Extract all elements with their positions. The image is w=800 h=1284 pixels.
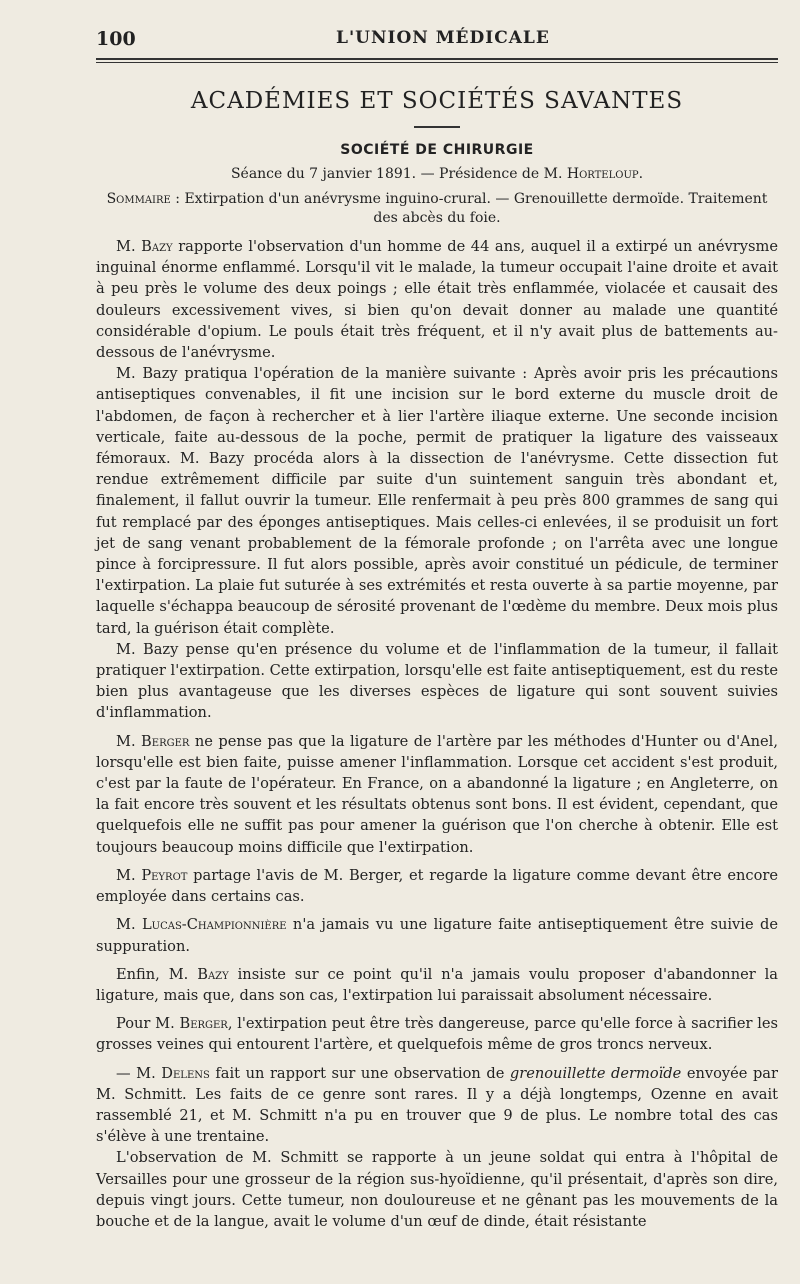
session-prefix: Séance du 7 janvier 1891. — Présidence de M. (230, 166, 567, 182)
paragraph-prefix: M. (116, 916, 142, 934)
summary-label: Sommaire (106, 191, 171, 207)
session-suffix: . (638, 166, 644, 182)
paragraph (96, 731, 778, 858)
paragraph (96, 363, 778, 639)
article-body (96, 236, 778, 1232)
paragraph-text: ne pense pas que la ligature de l'artère par les méthodes d'Hunter ou d'Anel, lorsqu'elle est bien faite, puisse amener l'inflammation. Lorsque cet accident s'est produit, c'est par la faute de l'opérateur. En France, on a abandonné la ligature ; en Angleterre, on la fait encore très souvent et les résultats obtenus sont bons. Il est évident, cependant, que quelquefois elle ne suffit pas pour amener la guérison que l'on cherche à obtenir. Elle est toujours beaucoup moins difficile que l'extirpation. (96, 732, 778, 856)
paragraph-prefix: — M. (116, 1064, 162, 1082)
paragraph-text: partage l'avis de M. Berger, et regarde la ligature comme devant être encore employée dans certains cas. (96, 866, 778, 906)
session-line (96, 164, 778, 184)
speaker-name: Delens (161, 1064, 210, 1082)
title-divider (414, 126, 460, 128)
running-title: L'UNION MÉDICALE (336, 28, 550, 48)
speaker-name: Berger (141, 732, 190, 750)
speaker-name: Lucas-Championnière (141, 916, 287, 934)
header-rule (96, 58, 778, 63)
paragraph-text: , l'extirpation peut être très dangereuse, parce qu'elle force à sacrifier les grosses veines qui entourent l'artère, et quelquefois même de gros troncs nerveux. (96, 1015, 779, 1054)
society-title: SOCIÉTÉ DE CHIRURGIE (340, 142, 534, 158)
page-number: 100 (96, 28, 136, 50)
speaker-name: Bazy (141, 238, 173, 255)
paragraph-text: insiste sur ce point qu'il n'a jamais voulu proposer d'abandonner la ligature, mais que, dans son cas, l'extirpation lui paraissait absolument nécessaire. (96, 965, 778, 1004)
summary (100, 190, 774, 228)
section-title: ACADÉMIES ET SOCIÉTÉS SAVANTES (190, 88, 684, 114)
paragraph (96, 236, 778, 363)
speaker-name: Peyrot (141, 866, 188, 884)
paragraph-text: M. Bazy pratiqua l'opération de la manière suivante : Après avoir pris les précautions antiseptiques convenables, il fit une incision sur le bord externe du muscle droit de l'abdomen, de façon à rechercher et à lier l'artère iliaque externe. Une seconde incision verticale, faite au-dessous de la poche, permit de pratiquer la ligature des vaisseaux fémoraux. M. Bazy procéda alors à la dissection de l'anévrysme. Cette dissection fut rendue extrêmement difficile par suite d'un suintement sanguin très abondant et, finalement, il fallut ouvrir la tumeur. Elle renfermait à peu près 800 grammes de sang qui fut remplacé par des éponges antiseptiques. Mais celles-ci enlevées, il se produisit un fort jet de sang venant probablement de la fémorale profonde ; on l'arrêta avec une longue pince à forcipressure. Il fut alors possible, après avoir constitué un pédicule, de terminer l'extirpation. La plaie fut suturée à ses extrémités et resta ouverte à sa partie moyenne, par laquelle s'échappa beaucoup de sérosité provenant de l'œdème du membre. Deux mois plus tard, la guérison était complète. (96, 365, 778, 637)
paragraph-text: envoyée par M. Schmitt. Les faits de ce genre sont rares. Il y a déjà longtemps, Ozenne en avait rassemblé 21, et M. Schmitt n'a pu en trouver que 9 de plus. Le nombre total des cas s'élève à une trentaine. (96, 1064, 778, 1146)
paragraph-text: L'observation de M. Schmitt se rapporte à un jeune soldat qui entra à l'hôpital de Versailles pour une grosseur de la région sus-hyoïdienne, qu'il présentait, d'après son dire, depuis vingt jours. Cette tumeur, non douloureuse et ne gênant pas les mouvements de la bouche et de la langue, avait le volume d'un œuf de dinde, était résistante (96, 1149, 778, 1230)
paragraph (96, 639, 778, 724)
paragraph (96, 865, 778, 907)
summary-text: : Extirpation d'un anévrysme inguino-crural. — Grenouillette dermoïde. Traitement des abcès du foie. (170, 191, 768, 226)
paragraph (96, 964, 778, 1006)
paragraph-text: n'a jamais vu une ligature faite antiseptiquement être suivie de suppuration. (96, 916, 778, 955)
page-header (96, 0, 778, 60)
paragraph-prefix: M. (116, 732, 142, 750)
paragraph-prefix: Enfin, M. (116, 965, 198, 983)
paragraph-text: rapporte l'observation d'un homme de 44 ans, auquel il a extirpé un anévrysme inguinal énorme enflammé. Lorsqu'il vit le malade, la tumeur occupait l'aine droite et avait à peu près le volume des deux poings ; elle était très enflammée, violacée et causait des douleurs excessivement vives, si bien qu'on devait donner au malade une quantité considérable d'opium. Le pouls était très fréquent, et il n'y avait plus de battements au-dessous de l'anévrysme. (96, 238, 778, 362)
paragraph-prefix: M. (116, 238, 142, 255)
president-name: Horteloup (566, 166, 639, 182)
italic-term: grenouillette dermoïde (509, 1064, 682, 1082)
paragraph (96, 1013, 778, 1055)
speaker-name: Berger (179, 1015, 228, 1033)
paragraph-text: M. Bazy pense qu'en présence du volume et de l'inflammation de la tumeur, il fallait pratiquer l'extirpation. Cette extirpation, lorsqu'elle est faite antiseptiquement, est du reste bien plus avantageuse que les diverses espèces de ligature qui sont souvent suivies d'inflammation. (96, 640, 778, 722)
paragraph-prefix: Pour M. (116, 1015, 180, 1033)
speaker-name: Bazy (197, 965, 229, 983)
paragraph (96, 914, 778, 956)
paragraph-text: fait un rapport sur une observation de (209, 1064, 510, 1082)
paragraph-prefix: M. (116, 866, 142, 884)
paragraph (96, 1063, 778, 1148)
paragraph (96, 1147, 778, 1232)
